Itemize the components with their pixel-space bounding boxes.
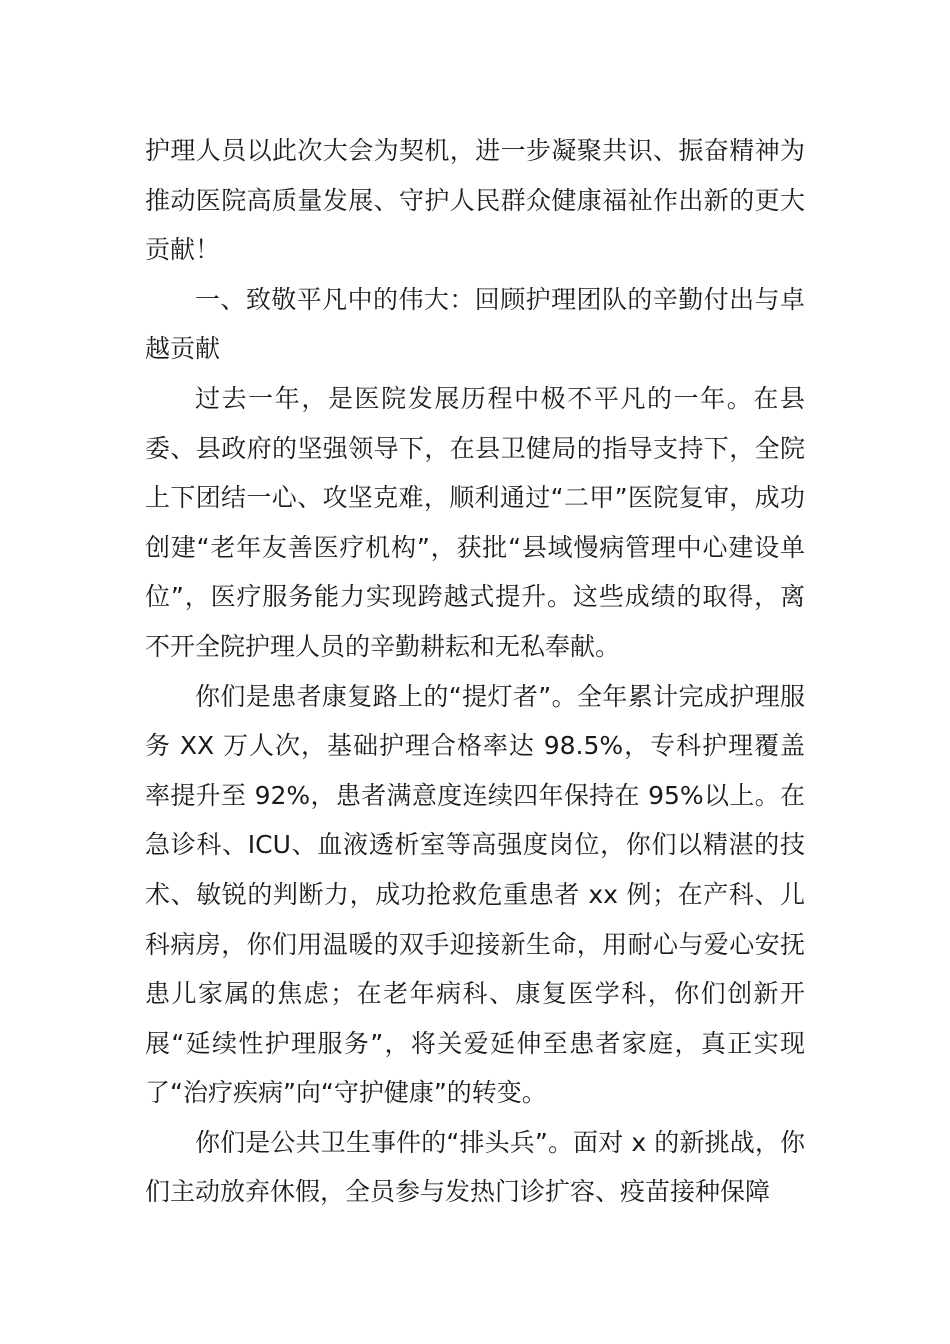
section-heading: 一、致敬平凡中的伟大：回顾护理团队的辛勤付出与卓越贡献	[145, 284, 805, 364]
paragraph-vanguard: 你们是公共卫生事件的“排头兵”。面对 x 的新挑战，你们主动放弃休假，全员参与发热门诊扩容、疫苗接种保障	[145, 1127, 805, 1207]
paragraph-closing: 护理人员以此次大会为契机，进一步凝聚共识、振奋精神为推动医院高质量发展、守护人民群众健康福祉作出新的更大贡献！	[145, 136, 805, 265]
document-body	[145, 126, 805, 1217]
paragraph-lamp-bearer: 你们是患者康复路上的“提灯者”。全年累计完成护理服务 XX 万人次，基础护理合格率达 98.5%，专科护理覆盖率提升至 92%，患者满意度连续四年保持在 95%以上。在急诊科、ICU、血液透析室等高强度岗位，你们以精湛的技术、敏锐的判断力，成功抢救危重患者 xx 例；在产科、儿科病房，你们用温暖的双手迎接新生命，用耐心与爱心安抚患儿家属的焦虑；在老年病科、康复医学科，你们创新开展“延续性护理服务”，将关爱延伸至患者家庭，真正实现了“治疗疾病”向“守护健康”的转变。	[145, 681, 805, 1108]
paragraph-review: 过去一年，是医院发展历程中极不平凡的一年。在县委、县政府的坚强领导下，在县卫健局的指导支持下，全院上下团结一心、攻坚克难，顺利通过“二甲”医院复审，成功创建“老年友善医疗机构”，获批“县域慢病管理中心建设单位”，医疗服务能力实现跨越式提升。这些成绩的取得，离不开全院护理人员的辛勤耕耘和无私奉献。	[145, 383, 805, 661]
